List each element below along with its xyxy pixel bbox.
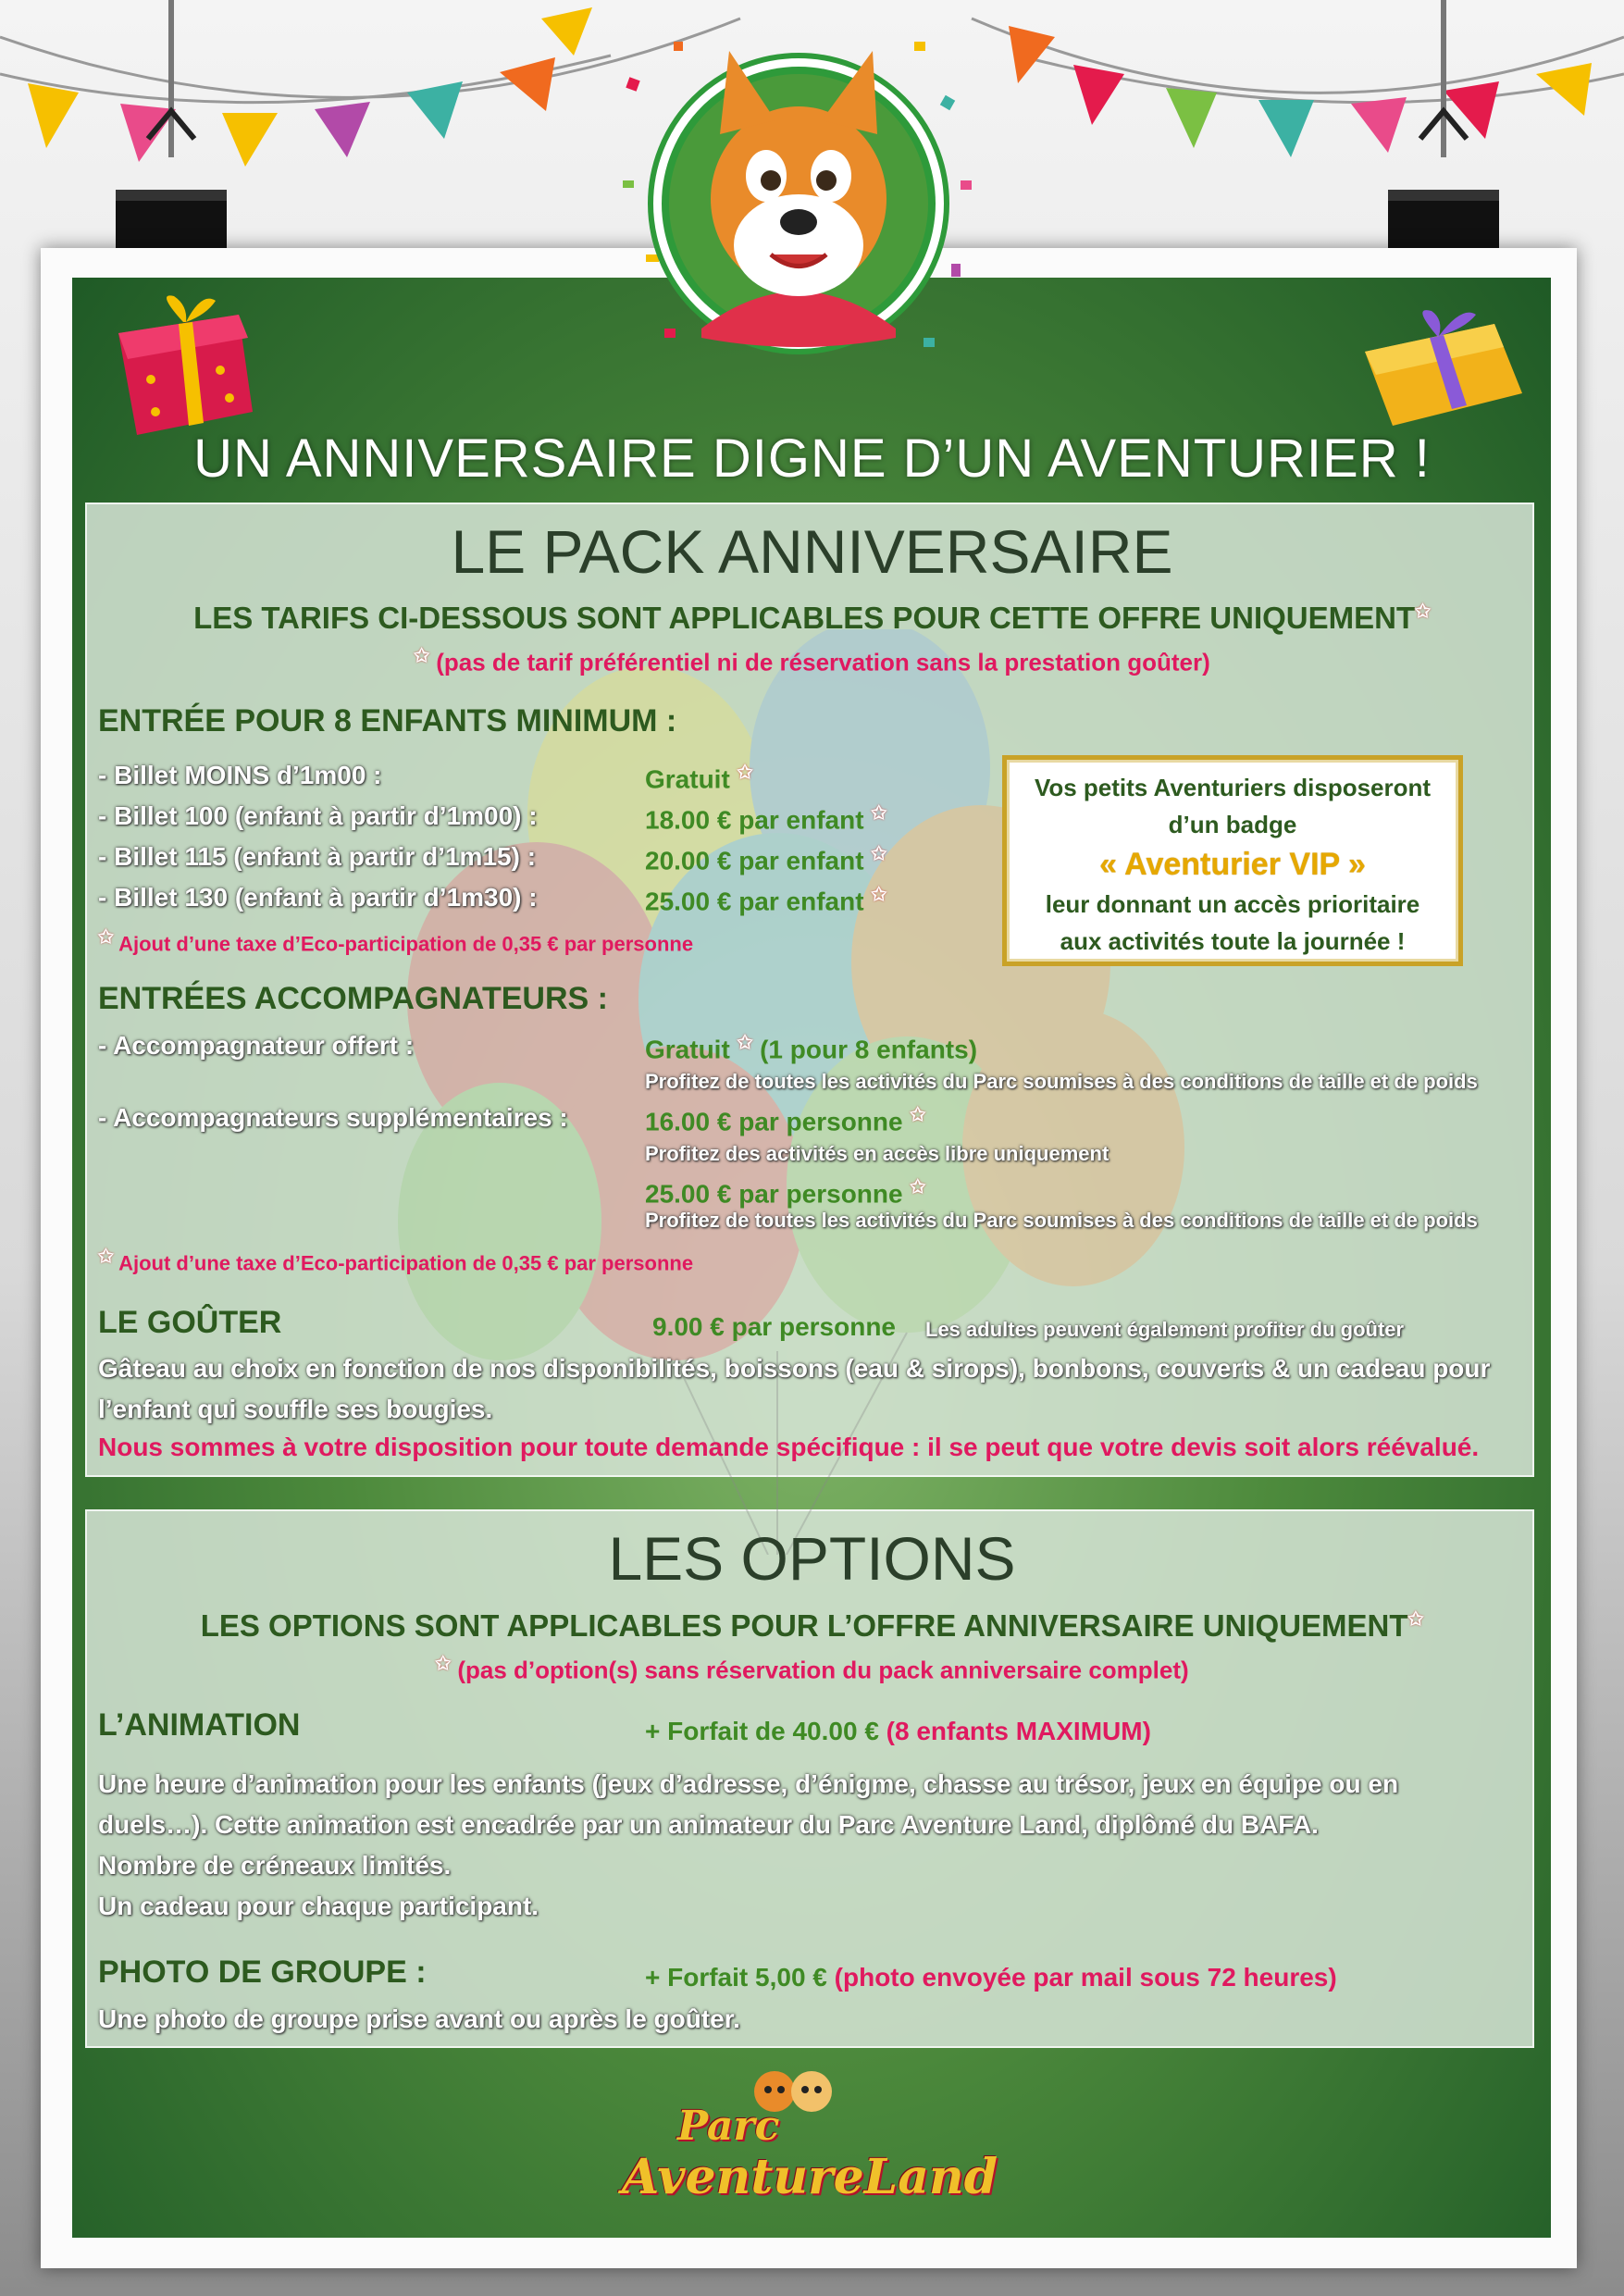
animation-line-4: Un cadeau pour chaque participant. xyxy=(98,1892,539,1920)
price-text: 16.00 € par personne xyxy=(645,1107,903,1136)
animation-price xyxy=(645,1717,1151,1746)
options-subtitle xyxy=(0,1607,1624,1644)
accomp-note: Profitez de toutes les activités du Parc soumises à des conditions de taille et de poids xyxy=(645,1209,1478,1232)
accomp-note: Profitez des activités en accès libre uniquement xyxy=(645,1142,1110,1165)
vip-badge-label: « Aventurier VIP » xyxy=(1099,847,1366,882)
parc-aventure-land-logo xyxy=(603,2064,998,2221)
tax-note-text: Ajout d’une taxe d’Eco-participation de 0,35 € par personne xyxy=(118,932,694,956)
logo-line-1: Parc xyxy=(677,2103,780,2150)
entree-row-price xyxy=(645,842,886,875)
logo-line-2: AventureLand xyxy=(622,2149,998,2205)
star-icon: ✩ xyxy=(1415,602,1431,622)
vip-line-3: leur donnant un accès prioritaire xyxy=(1045,890,1420,918)
vip-line-2: d’un badge xyxy=(1168,811,1297,838)
options-subnote xyxy=(0,1652,1624,1685)
star-icon: ✩ xyxy=(871,803,887,824)
photo-description: Une photo de groupe prise avant ou après le goûter. xyxy=(98,2004,740,2033)
star-icon: ✩ xyxy=(98,927,114,948)
entree-heading: ENTRÉE POUR 8 ENFANTS MINIMUM : xyxy=(98,703,677,738)
gouter-note: Les adultes peuvent également profiter du goûter xyxy=(925,1318,1405,1341)
star-icon: ✩ xyxy=(871,844,887,864)
star-icon: ✩ xyxy=(435,1654,452,1674)
accomp-row-price xyxy=(645,1103,925,1136)
accomp-row-label: - Accompagnateurs supplémentaires : xyxy=(98,1103,568,1132)
entree-row-price xyxy=(645,883,886,916)
star-icon: ✩ xyxy=(871,885,887,905)
options-subnote-text: (pas d’option(s) sans réservation du pack anniversaire complet) xyxy=(457,1656,1189,1684)
price-text: Gratuit xyxy=(645,1035,730,1064)
entree-row-label: - Billet 115 (enfant à partir d’1m15) : xyxy=(98,842,537,871)
gouter-heading: LE GOÛTER xyxy=(98,1305,282,1340)
pack-subtitle xyxy=(0,600,1624,636)
vip-line-1: Vos petits Aventuriers disposeront xyxy=(1034,774,1432,801)
options-subtitle-text: LES OPTIONS SONT APPLICABLES POUR L’OFFRE ANNIVERSAIRE UNIQUEMENT xyxy=(200,1608,1408,1643)
tax-note-text: Ajout d’une taxe d’Eco-participation de 0,35 € par personne xyxy=(118,1251,694,1275)
price-note-text: (photo envoyée par mail sous 72 heures) xyxy=(834,1963,1337,1992)
price-extra-text: (1 pour 8 enfants) xyxy=(760,1035,978,1064)
price-text: 25.00 € par personne xyxy=(645,1179,903,1209)
options-title: LES OPTIONS xyxy=(608,1524,1016,1593)
entree-tax-note xyxy=(98,925,693,956)
entree-row-price xyxy=(645,761,752,794)
star-icon: ✩ xyxy=(1407,1609,1424,1630)
gouter-price: 9.00 € par personne xyxy=(652,1312,897,1341)
gift-box-red-icon xyxy=(100,287,271,440)
vip-badge-box xyxy=(1002,755,1463,966)
fox-mascot-image xyxy=(618,23,979,384)
accomp-heading: ENTRÉES ACCOMPAGNATEURS : xyxy=(98,981,608,1016)
animation-line-1: Une heure d’animation pour les enfants (jeux d’adresse, d’énigme, chasse au trésor, jeux en équipe ou en xyxy=(98,1769,1399,1798)
gift-box-yellow-icon xyxy=(1356,305,1536,435)
animation-line-2: duels…). Cette animation est encadrée par un animateur du Parc Aventure Land, diplômé du BAFA. xyxy=(98,1810,1319,1839)
pack-subnote xyxy=(0,644,1624,677)
star-icon: ✩ xyxy=(737,763,753,783)
price-text: 25.00 € par enfant xyxy=(645,887,864,916)
main-title: UN ANNIVERSAIRE DIGNE D’UN AVENTURIER ! xyxy=(193,428,1431,489)
price-text: 18.00 € par enfant xyxy=(645,805,864,835)
entree-row-label: - Billet 100 (enfant à partir d’1m00) : xyxy=(98,801,538,830)
price-text: + Forfait 5,00 € xyxy=(645,1963,827,1992)
pack-subtitle-text: LES TARIFS CI-DESSOUS SONT APPLICABLES POUR CETTE OFFRE UNIQUEMENT xyxy=(193,601,1416,635)
price-text: + Forfait de 40.00 € xyxy=(645,1717,879,1745)
star-icon: ✩ xyxy=(910,1105,926,1125)
price-text: Gratuit xyxy=(645,764,730,794)
star-icon: ✩ xyxy=(414,646,429,666)
accomp-row-label: - Accompagnateur offert : xyxy=(98,1031,415,1060)
photo-price xyxy=(645,1963,1337,1992)
animation-heading: L’ANIMATION xyxy=(98,1707,301,1743)
gouter-description: Gâteau au choix en fonction de nos disponibilités, boissons (eau & sirops), bonbons, couverts & un cadeau pour l’enfant qui souffle ses bougies. xyxy=(98,1354,1491,1423)
price-text: 20.00 € par enfant xyxy=(645,846,864,875)
accomp-note: Profitez de toutes les activités du Parc soumises à des conditions de taille et de poids xyxy=(645,1070,1478,1093)
binder-clip-right xyxy=(1383,0,1504,259)
gouter-contact: Nous sommes à votre disposition pour toute demande spécifique : il se peut que votre devis soit alors réévalué. xyxy=(98,1433,1480,1461)
binder-clip-left xyxy=(111,0,231,259)
accomp-row-price xyxy=(645,1031,977,1064)
vip-line-4: aux activités toute la journée ! xyxy=(1060,927,1406,955)
entree-row-label: - Billet 130 (enfant à partir d’1m30) : xyxy=(98,883,538,912)
pack-title: LE PACK ANNIVERSAIRE xyxy=(451,517,1173,586)
star-icon: ✩ xyxy=(98,1247,114,1267)
photo-heading: PHOTO DE GROUPE : xyxy=(98,1955,427,1990)
entree-row-price xyxy=(645,801,886,835)
accomp-row-price xyxy=(645,1175,925,1209)
price-note-text: (8 enfants MAXIMUM) xyxy=(886,1717,1151,1745)
entree-row-label: - Billet MOINS d’1m00 : xyxy=(98,761,382,789)
accomp-tax-note xyxy=(98,1245,693,1275)
pack-subnote-text: (pas de tarif préférentiel ni de réservation sans la prestation goûter) xyxy=(436,648,1210,676)
star-icon: ✩ xyxy=(737,1033,753,1053)
animation-line-3: Nombre de créneaux limités. xyxy=(98,1851,452,1880)
star-icon: ✩ xyxy=(910,1177,926,1198)
